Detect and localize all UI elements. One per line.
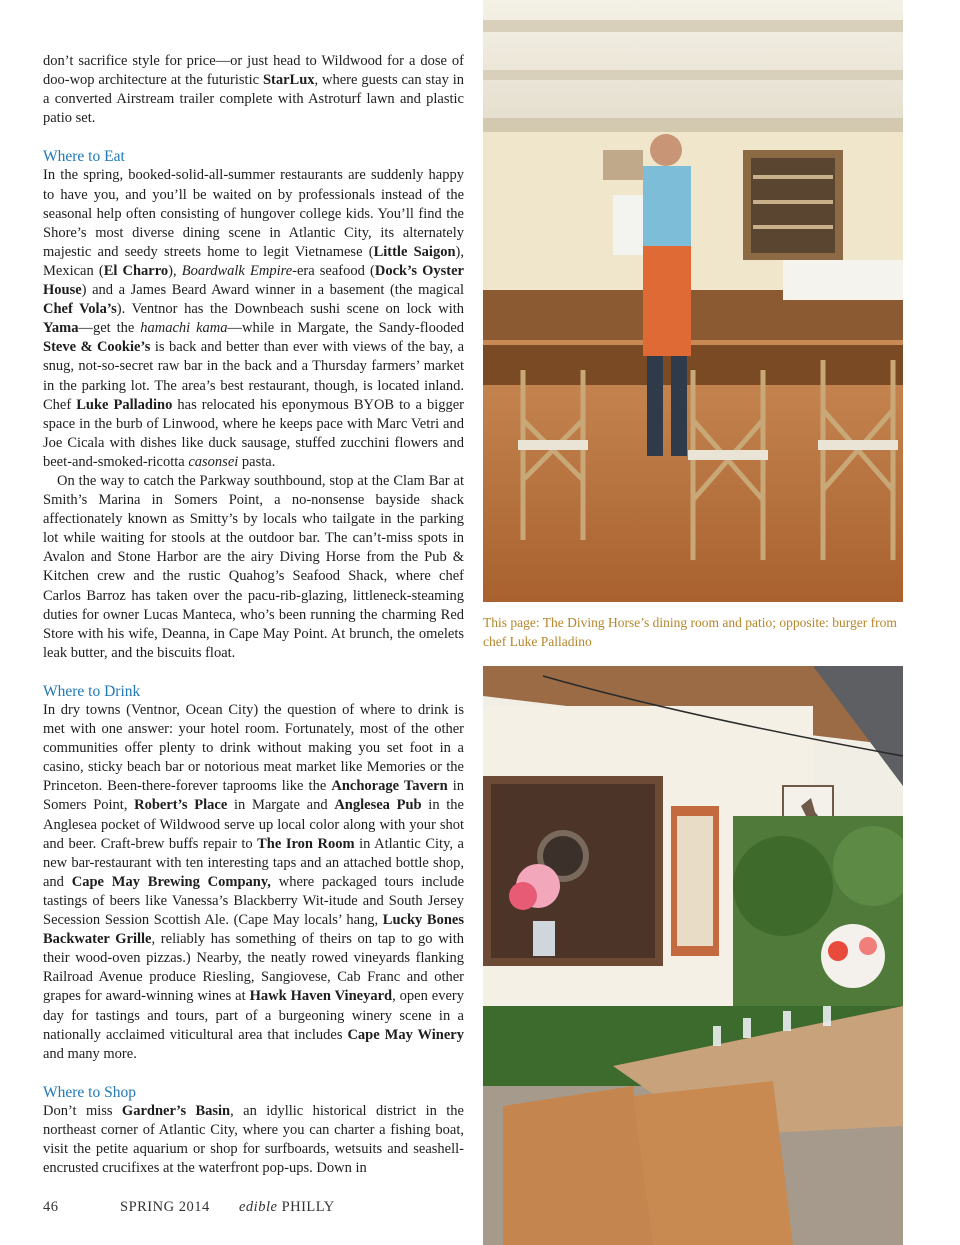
eat-paragraph-2: On the way to catch the Parkway southbound, stop at the Clam Bar at Smith’s Marina in Somers Point, a no-nonsense bayside shack affectionately known as Smitty’s by locals who tailgate in the parking lot while waiting for stools at the outdoor bar. The can’t-miss spots in Avalon and Stone Harbor are the airy Diving Horse from the Pub & Kitchen crew and the rustic Quahog’s Seafood Shack, where chef Carlos Barroz has taken over the pacu-rib-glazing, littleneck-steaming duties for owner Lucas Manteca, who’s been running the charming Red Store with his wife, Deanna, in Cape May Point. At brunch, the omelets leak butter, and the biscuits float. — [43, 472, 464, 661]
article-column — [43, 52, 464, 1178]
magazine-name — [239, 1199, 335, 1216]
intro-paragraph: don’t sacrifice style for price—or just head to Wildwood for a dose of doo-wop architecture at the futuristic StarLux, where guests can stay in a converted Airstream trailer complete with Astroturf lawn and plastic patio set. — [43, 53, 464, 127]
dining-room-photo — [483, 0, 903, 602]
where-to-drink-heading: Where to Drink — [43, 682, 141, 700]
photo-caption: This page: The Diving Horse’s dining room and patio; opposite: burger from chef Luke Palladino — [483, 615, 897, 649]
where-to-eat-heading: Where to Eat — [43, 148, 125, 166]
magazine-name-italic: edible — [239, 1199, 278, 1215]
shop-paragraph-1: Don’t miss Gardner’s Basin, an idyllic historical district in the northeast corner of Atlantic City, where you can charter a fishing boat, visit the petite aquarium or shop for surfboards, wetsuits and seashell-encrusted crucifixes at the waterfront pop-ups. Down in — [43, 1102, 464, 1177]
magazine-name-rest: PHILLY — [281, 1199, 335, 1215]
where-to-shop-heading: Where to Shop — [43, 1083, 136, 1101]
drink-paragraph-1: In dry towns (Ventnor, Ocean City) the question of where to drink is met with one answer: your hotel room. Fortunately, most of the other communities offer plenty to drink without making you set foot in a casino, sticky beach bar or notorious meat market like Memories or the Princeton. Been-there-forever taprooms like the Anchorage Tavern in Somers Point, Robert’s Place in Margate and Anglesea Pub in the Anglesea pocket of Wildwood serve up local color along with your shot and beer. Craft-brew buffs repair to The Iron Room in Atlantic City, a new bar-restaurant with ten interesting taps and an attached bottle shop, and Cape May Brewing Company, where packaged tours include tastings of beers like Vanessa’s Blackberry Wit-itude and South Jersey Secession Session Scottish Ale. (Cape May locals’ hang, Lucky Bones Backwater Grille, reliably has something of theirs on tap to go with their wood-oven pizzas.) Nearby, the neatly rowed vineyards flanking Railroad Avenue produce Riesling, Sangiovese, Cab Franc and other grapes for award-winning wines at Hawk Haven Vineyard, open every day for tastings and tours, part of a burgeoning winery scene in a nationally acclaimed viticultural area that includes Cape May Winery and many more. — [43, 702, 465, 1062]
issue-label: SPRING 2014 — [120, 1199, 210, 1215]
page-number: 46 — [43, 1199, 59, 1215]
eat-paragraph-1: In the spring, booked-solid-all-summer restaurants are suddenly happy to have you, and you’ll be waited on by professionals instead of the seasonal help often consisting of hungover college kids. You’ll find the Shore’s most diverse dining scene in Atlantic City, its alternately majestic and seedy streets home to legit Vietnamese (Little Saigon), Mexican (El Charro), Boardwalk Empire-era seafood (Dock’s Oyster House) and a James Beard Award winner in a basement (the magical Chef Vola’s). Ventnor has the Downbeach sushi scene on lock with Yama—get the hamachi kama—while in Margate, the Sandy-flooded Steve & Cookie’s is back and better than ever with views of the bay, a snug, not-so-secret raw bar in the back and a Thursday farmers’ market in the parking lot. The area’s best restaurant, though, is located inland. Chef Luke Palladino has relocated his eponymous BYOB to a bigger space in the burb of Linwood, where he keeps pace with Marc Vetri and Joe Cicala with dishes like duck sausage, stuffed zucchini flowers and beet-and-smoked-ricotta casonsei pasta. — [43, 167, 465, 470]
patio-photo — [483, 666, 903, 1245]
